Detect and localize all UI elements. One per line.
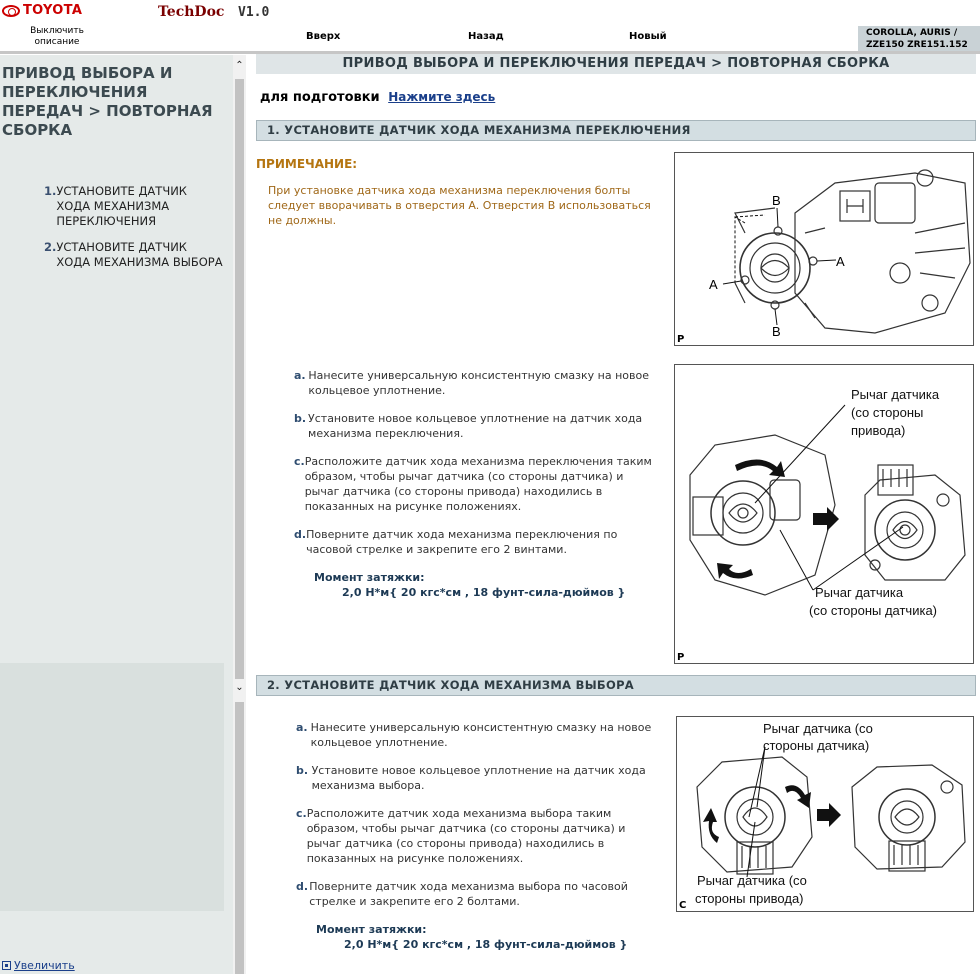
section-1-steps [294, 368, 654, 600]
scrollbar-thumb[interactable] [235, 79, 244, 679]
torque-label: Момент затяжки: [316, 923, 427, 936]
scrollbar-thumb-lower[interactable] [235, 702, 244, 974]
fig1-label-b-bottom: B [772, 324, 781, 339]
scroll-down-icon[interactable]: ⌄ [235, 682, 244, 693]
header-bar [0, 0, 980, 52]
note-text: При установке датчика хода механизма переключения болты следует вворачивать в отверстия A. Отверстия B использоваться не должны. [268, 184, 651, 227]
sidebar-item-number: 2. [44, 240, 57, 254]
sidebar-toc [44, 184, 224, 281]
sidebar-scrollbar[interactable] [233, 55, 246, 974]
step-item [294, 527, 654, 557]
fig2-bottom-label-line1: Рычаг датчика [815, 585, 904, 600]
torque-label: Момент затяжки: [314, 571, 425, 584]
model-line-1: COROLLA, AURIS / [866, 28, 958, 38]
shift-sensor-diagram [675, 153, 973, 345]
step-text: Установите новое кольцевое уплотнение на датчик хода механизма переключения. [308, 412, 643, 440]
figure-corner-label: P [677, 334, 685, 345]
figure-corner-label: P [677, 652, 685, 663]
sidebar-item-1[interactable] [44, 184, 224, 229]
step-text: Поверните датчик хода механизма выбора по часовой стрелке и закрепите его 2 болтами. [309, 880, 628, 908]
step-letter: a. [294, 369, 306, 382]
torque-value: 2,0 Н*м{ 20 кгс*см , 18 фунт-сила-дюймов } [342, 586, 626, 599]
step-letter: a. [296, 721, 308, 734]
fig2-top-label-line3: привода) [851, 423, 906, 438]
torque-value: 2,0 Н*м{ 20 кгс*см , 18 фунт-сила-дюймов } [344, 938, 628, 951]
step-item [294, 368, 654, 398]
step-text: Расположите датчик хода механизма переключения таким образом, чтобы рычаг датчика (со стороны датчика) и рычаг датчика (со стороны привода) находились в показанных на рисунке положениях. [304, 455, 652, 513]
fig1-label-a-left: A [709, 277, 718, 292]
scroll-up-icon[interactable]: ⌃ [235, 60, 244, 71]
figure-shift-sensor-levers[interactable] [674, 364, 974, 664]
toyota-emblem-icon [2, 5, 20, 17]
section-2-steps [296, 720, 662, 952]
step-text: Поверните датчик хода механизма переключения по часовой стрелке и закрепите его 2 винтами. [306, 528, 618, 556]
page-title: ПРИВОД ВЫБОРА И ПЕРЕКЛЮЧЕНИЯ ПЕРЕДАЧ > ПОВТОРНАЯ СБОРКА [256, 54, 976, 74]
step-letter: c. [296, 807, 307, 820]
toyota-logo [2, 3, 82, 18]
nav-new-button[interactable]: Новый [629, 31, 667, 42]
step-letter: c. [294, 455, 305, 468]
nav-up-button[interactable]: Вверх [306, 31, 341, 42]
step-text: Нанесите универсальную консистентную смазку на новое кольцевое уплотнение. [308, 369, 650, 397]
toggle-description-button[interactable]: Выключить описание [30, 26, 84, 47]
step-text: Установите новое кольцевое уплотнение на датчик хода механизма выбора. [311, 764, 646, 792]
prep-line [260, 90, 495, 105]
step-letter: b. [296, 764, 309, 777]
section-2-header: 2. УСТАНОВИТЕ ДАТЧИК ХОДА МЕХАНИЗМА ВЫБОРА [256, 675, 976, 696]
vehicle-model-badge [858, 26, 980, 52]
step-item [296, 720, 662, 750]
sidebar-item-label[interactable]: УСТАНОВИТЕ ДАТЧИК ХОДА МЕХАНИЗМА ПЕРЕКЛЮЧЕНИЯ [56, 184, 187, 228]
sidebar-item-label[interactable]: УСТАНОВИТЕ ДАТЧИК ХОДА МЕХАНИЗМА ВЫБОРА [56, 240, 223, 269]
figure-select-sensor-levers[interactable] [676, 716, 974, 912]
step-text: Расположите датчик хода механизма выбора таким образом, чтобы рычаг датчика (со стороны датчика) и рычаг датчика (со стороны привода) находились в показанных на рисунке положениях. [306, 807, 626, 865]
prep-label: для подготовки [260, 90, 380, 105]
fig3-top-label-line2: стороны датчика) [763, 738, 870, 753]
enlarge-icon[interactable] [2, 961, 11, 970]
figure-corner-label: C [679, 900, 687, 911]
step-item [296, 763, 662, 793]
step-letter: d. [296, 880, 309, 893]
pane-divider [246, 55, 254, 974]
fig2-top-label-line2: (со стороны [851, 405, 924, 420]
note-label: ПРИМЕЧАНИЕ: [256, 157, 358, 171]
model-line-2: ZZE150 ZRE151.152 [866, 40, 968, 50]
step-text: Нанесите универсальную консистентную смазку на новое кольцевое уплотнение. [310, 721, 652, 749]
step-letter: d. [294, 528, 307, 541]
sidebar-item-number: 1. [44, 184, 57, 198]
fig2-top-label-line1: Рычаг датчика [851, 387, 940, 402]
fig1-label-a-right: A [836, 254, 845, 269]
step-item [296, 879, 662, 909]
nav-back-button[interactable]: Назад [468, 31, 504, 42]
fig3-bottom-label-line1: Рычаг датчика (со [697, 873, 807, 888]
app-title: TechDoc [158, 4, 225, 20]
sidebar-lower-panel [0, 663, 224, 911]
fig3-bottom-label-line2: стороны привода) [695, 891, 804, 906]
fig1-label-b-top: B [772, 193, 781, 208]
app-version: V1.0 [238, 5, 270, 20]
fig3-top-label-line1: Рычаг датчика (со [763, 721, 873, 736]
sidebar-item-2[interactable] [44, 240, 224, 270]
select-lever-diagram [677, 717, 973, 911]
sidebar-title: ПРИВОД ВЫБОРА И ПЕРЕКЛЮЧЕНИЯ ПЕРЕДАЧ > ПОВТОРНАЯ СБОРКА [2, 64, 213, 139]
shift-lever-diagram [675, 365, 973, 663]
step-item [296, 806, 662, 866]
step-item [294, 411, 654, 441]
step-letter: b. [294, 412, 307, 425]
section-1-header: 1. УСТАНОВИТЕ ДАТЧИК ХОДА МЕХАНИЗМА ПЕРЕКЛЮЧЕНИЯ [256, 120, 976, 141]
brand-name: TOYOTA [23, 3, 83, 18]
step-item [294, 454, 654, 514]
figure-shift-sensor-bolts[interactable] [674, 152, 974, 346]
enlarge-label[interactable]: Увеличить [14, 959, 75, 972]
prep-link[interactable]: Нажмите здесь [388, 90, 496, 104]
enlarge-link[interactable] [2, 959, 75, 972]
fig2-bottom-label-line2: (со стороны датчика) [809, 603, 938, 618]
